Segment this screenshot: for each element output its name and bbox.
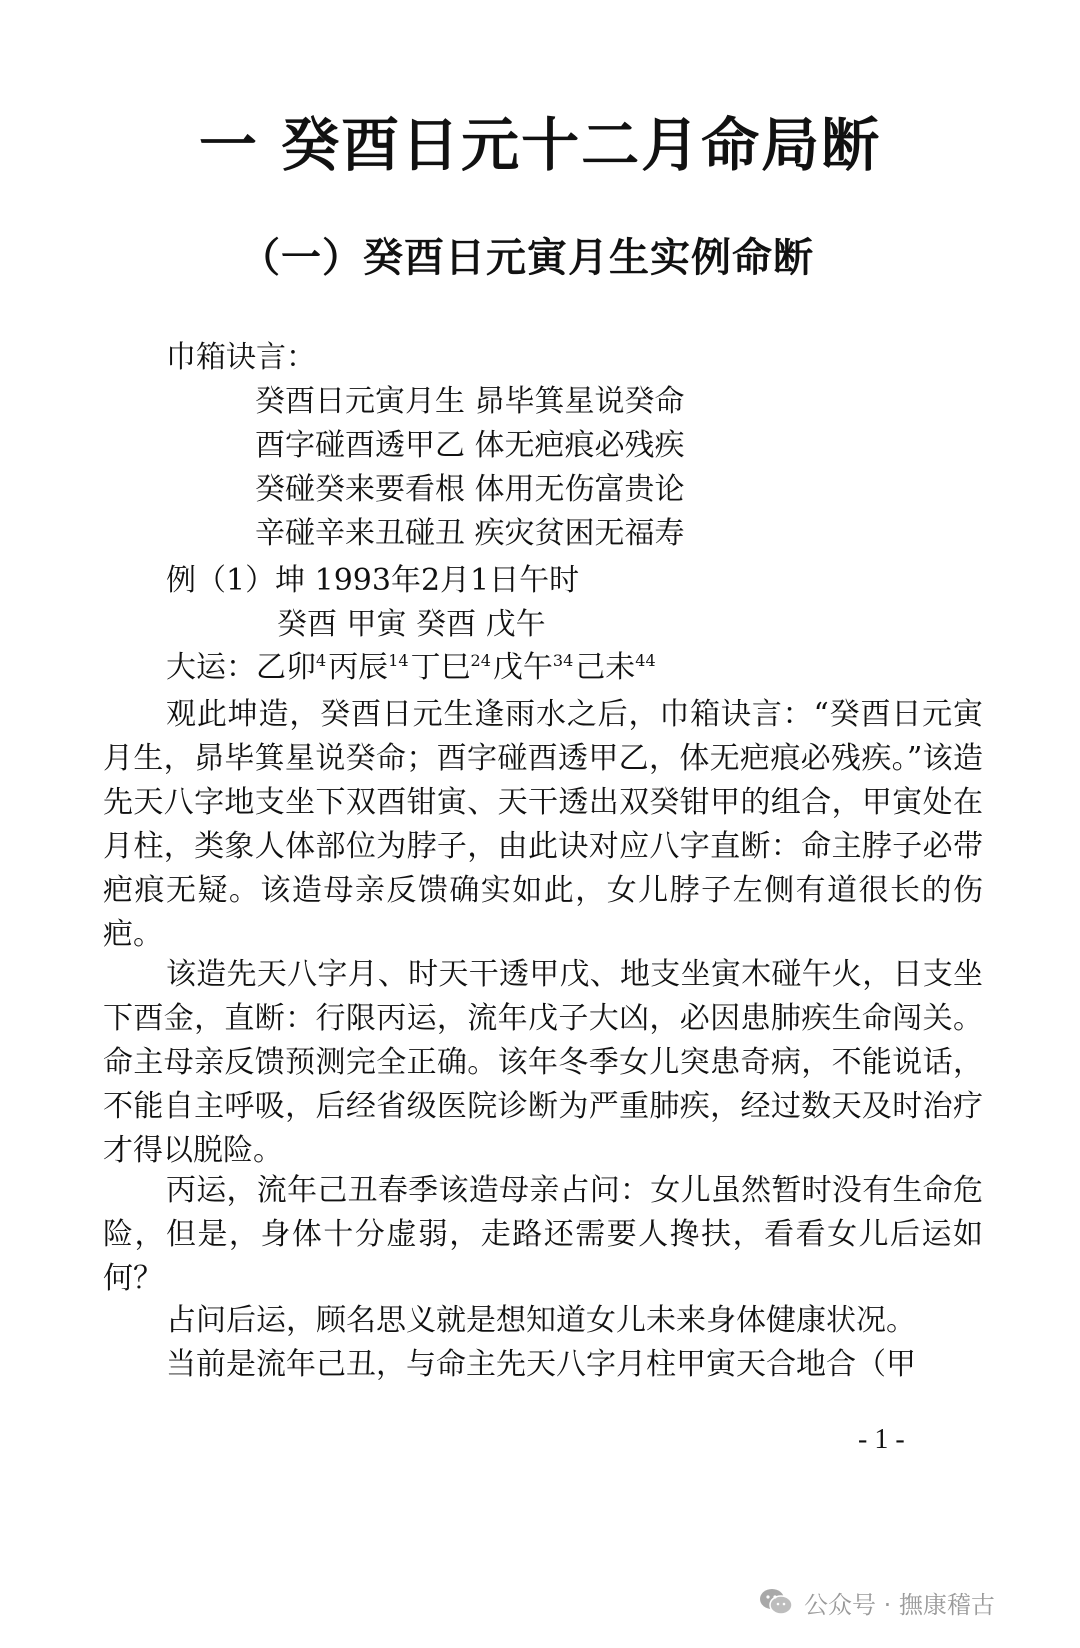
example-heading: 例（1）坤 1993年2月1日午时 [166, 563, 580, 598]
dayun-age: 34 [552, 651, 574, 670]
dayun-item: 乙卯$^4$ [256, 650, 327, 685]
dayun-item: 戊午$^{34}$ [492, 650, 574, 685]
body-paragraph: 观此坤造，癸酉日元生逢雨水之后，巾箱诀言：“癸酉日元寅月生，昴毕箕星说癸命；酉字碰酉透甲乙，体无疤痕必残疾。”该造先天八字地支坐下双酉钳寅、天干透出双癸钳甲的组合，甲寅处在月柱，类象人体部位为脖子，由此诀对应八字直断：命主脖子必带疤痕无疑。该造母亲反馈确实如此，女儿脖子左侧有道很长的伤疤。 [103, 697, 983, 952]
watermark [758, 1584, 995, 1620]
watermark-text: 公众号 · 撫康稽古 [804, 1590, 995, 1619]
body-paragraph: 丙运，流年己丑春季该造母亲占问：女儿虽然暂时没有生命危险，但是，身体十分虚弱，走路还需要人搀扶，看看女儿后运如何？ [103, 1173, 983, 1296]
dayun-line [166, 648, 658, 688]
verse-intro: 巾箱诀言： [166, 340, 316, 375]
page-number: - 1 - [858, 1424, 905, 1455]
section-title: （一）癸酉日元寅月生实例命断 [240, 235, 814, 281]
dayun-age: 24 [470, 651, 491, 670]
verse-line: 癸酉日元寅月生 昴毕箕星说癸命 [255, 384, 685, 419]
verse-line: 癸碰癸来要看根 体用无伤富贵论 [255, 472, 685, 507]
dayun-label: 大运： [166, 650, 256, 685]
body-paragraph: 当前是流年己丑，与命主先天八字月柱甲寅天合地合（甲 [166, 1347, 916, 1382]
dayun-item: 丁巳$^{24}$ [410, 650, 491, 685]
body-paragraph: 占问后运，顾名思义就是想知道女儿未来身体健康状况。 [166, 1303, 916, 1338]
wechat-icon [758, 1587, 794, 1617]
body-paragraph: 该造先天八字月、时天干透甲戊、地支坐寅木碰午火，日支坐下酉金，直断：行限丙运，流年戊子大凶，必因患肺疾生命闯关。命主母亲反馈预测完全正确。该年冬季女儿突患奇病，不能说话，不能自主呼吸，后经省级医院诊断为严重肺疾，经过数天及时治疗才得以脱险。 [103, 957, 983, 1168]
bazi-pillars: 癸酉 甲寅 癸酉 戊午 [277, 607, 546, 642]
chapter-title: 一 癸酉日元十二月命局断 [198, 111, 882, 179]
dayun-item: 丙辰$^{14}$ [328, 650, 409, 685]
verse-line: 辛碰辛来丑碰丑 疾灾贫困无福寿 [255, 516, 685, 551]
dayun-age: 44 [635, 651, 656, 670]
dayun-item: 己未$^{44}$ [575, 650, 656, 685]
verse-line: 酉字碰酉透甲乙 体无疤痕必残疾 [255, 428, 685, 463]
dayun-age: 14 [388, 651, 409, 670]
dayun-age: 4 [316, 651, 327, 670]
